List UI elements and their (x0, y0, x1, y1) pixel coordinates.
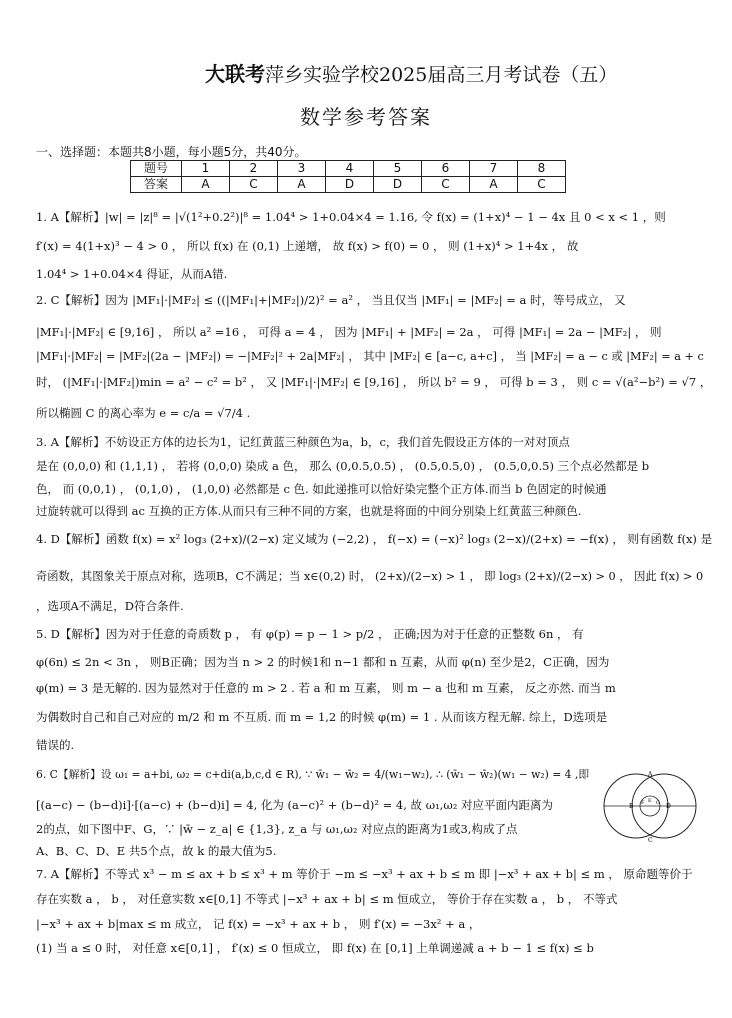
title-text: 萍乡实验学校2025届高三月考试卷（五） (265, 64, 618, 86)
table-header-cell: 题号 (131, 161, 182, 177)
table-cell: 8 (518, 161, 566, 177)
solution-line: (1) 当 a ≤ 0 时， 对任意 x∈[0,1] ， f′(x) ≤ 0 恒成立， 即 f(x) 在 [0,1] 上单调递减 a + b − 1 ≤ f(x) ≤ b (36, 941, 594, 955)
title-brand: 大联考 (205, 62, 265, 86)
table-cell: A (182, 177, 230, 193)
solution-line: ，选项A不满足，D符合条件. (36, 599, 184, 613)
table-cell: D (374, 177, 422, 193)
solution-line: 1. A【解析】|w| = |z|⁸ = |√(1²+0.2²)|⁸ = 1.04⁴ > 1+0.04×4 = 1.16, 令 f(x) = (1+x)⁴ − 1 − 4x 且 0 < x < 1 ，则 (36, 210, 666, 224)
table-cell: C (422, 177, 470, 193)
fig-label: F (641, 800, 645, 806)
solution-line: 是在 (0,0,0) 和 (1,1,1) ， 若将 (0,0,0) 染成 a 色， 那么 (0,0.5,0.5) ， (0.5,0.5,0) ， (0.5,0,0.5) 三个点必然都是 b (36, 459, 650, 473)
solution-line: f′(x) = 4(1+x)³ − 4 > 0 ， 所以 f(x) 在 (0,1) 上递增， 故 f(x) > f(0) = 0 ， 则 (1+x)⁴ > 1+4x ， 故 (36, 239, 579, 253)
solution-line: [(a−c) − (b−d)i]·[(a−c) + (b−d)i] = 4, 化为 (a−c)² + (b−d)² = 4, 故 ω₁,ω₂ 对应平面内距离为 (36, 798, 553, 812)
solution-line: |MF₁|·|MF₂| = |MF₂|(2a − |MF₂|) = −|MF₂|² + 2a|MF₂| ， 其中 |MF₂| ∈ [a−c, a+c] ， 当 |MF₂| = a − c 或 |MF₂| = a + c (36, 350, 704, 363)
fig-label: B (629, 803, 634, 810)
solution-line: 2. C【解析】因为 |MF₁|·|MF₂| ≤ ((|MF₁|+|MF₂|)/2)² = a² ， 当且仅当 |MF₁| = |MF₂| = a 时，等号成立， 又 (36, 293, 626, 307)
solution-line: |MF₁|·|MF₂| ∈ [9,16] ， 所以 a² =16 ， 可得 a = 4 ， 因为 |MF₁| + |MF₂| = 2a ， 可得 |MF₁| = 2a − |MF₂| ， 则 (36, 325, 662, 339)
table-cell: A (470, 177, 518, 193)
solution-line: 色， 而 (0,0,1) ， (0,1,0) ， (1,0,0) 必然都是 c 色. 如此递推可以恰好染完整个正方体.而当 b 色固定的时候通 (36, 482, 607, 496)
table-cell: C (230, 177, 278, 193)
solution-line: φ(6n) ≤ 2n < 3n ， 则B正确；因为当 n > 2 的时候1和 n−1 都和 n 互素，从而 φ(n) 至少是2，C正确，因为 (36, 655, 610, 669)
table-cell: C (518, 177, 566, 193)
table-header-cell: 答案 (131, 177, 182, 193)
fig-label: D (666, 803, 671, 810)
table-cell: 4 (326, 161, 374, 177)
solution-line: 5. D【解析】因为对于任意的奇质数 p ， 有 φ(p) = p − 1 > p/2 ， 正确;因为对于任意的正整数 6n ， 有 (36, 627, 584, 641)
solution-line: A、B、C、D、E 共5个点，故 k 的最大值为5. (36, 844, 277, 858)
fig-label: G (656, 800, 660, 806)
page-subtitle: 数学参考答案 (300, 105, 432, 129)
solution-line: φ(m) = 3 是无解的. 因为显然对于任意的 m > 2 . 若 a 和 m 互素， 则 m − a 也和 m 互素， 反之亦然. 而当 m (36, 681, 616, 695)
solution-line: 1.04⁴ > 1+0.04×4 得证，从而A错. (36, 267, 228, 281)
two-circles-figure (600, 768, 700, 844)
solution-line: 为偶数时自己和自己对应的 m/2 和 m 不互质. 而 m = 1,2 的时候 φ(m) = 1 . 从而该方程无解. 综上，D选项是 (36, 710, 608, 724)
table-cell: 1 (182, 161, 230, 177)
table-cell: 6 (422, 161, 470, 177)
solution-line: 3. A【解析】不妨设正方体的边长为1，记红黄蓝三种颜色为a，b，c，我们首先假设正方体的一对对顶点 (36, 435, 570, 449)
solution-line: 6. C【解析】设 ω₁ = a+bi, ω₂ = c+di(a,b,c,d ∈ R), ∵ w̄₁ − w̄₂ = 4/(w₁−w₂), ∴ (w̄₁ − w̄₂)(w₁ − w₂) = 4 ,即 (36, 768, 590, 781)
table-cell: 2 (230, 161, 278, 177)
answer-table-row-answers (131, 177, 566, 193)
table-cell: 7 (470, 161, 518, 177)
solution-line: 时， (|MF₁|·|MF₂|)min = a² − c² = b² ， 又 |MF₁|·|MF₂| ∈ [9,16] ， 所以 b² = 9 ， 可得 b = 3 ， 则 c = √(a²−b²) = √7 ， (36, 375, 712, 389)
solution-line: |−x³ + ax + b|max ≤ m 成立， 记 f(x) = −x³ + ax + b ， 则 f′(x) = −3x² + a ， (36, 917, 481, 931)
solution-line: 错误的. (36, 738, 75, 752)
table-cell: D (326, 177, 374, 193)
table-cell: 5 (374, 161, 422, 177)
solution-line: 所以椭圆 C 的离心率为 e = c/a = √7/4 . (36, 406, 251, 420)
section-heading: 一、选择题：本题共8小题，每小题5分，共40分。 (36, 145, 307, 159)
solution-line: 奇函数，其图象关于原点对称，选项B，C不满足；当 x∈(0,2) 时， (2+x)/(2−x) > 1 ， 即 log₃ (2+x)/(2−x) > 0 ， 因此 f(x) > 0 (36, 570, 704, 583)
fig-label: C (648, 837, 653, 844)
answer-table (130, 160, 566, 193)
solution-line: 4. D【解析】函数 f(x) = x² log₃ (2+x)/(2−x) 定义域为 (−2,2) ， f(−x) = (−x)² log₃ (2−x)/(2+x) = −f(x) ， 则有函数 f(x) 是 (36, 532, 713, 546)
page-title (205, 58, 617, 87)
table-cell: A (278, 177, 326, 193)
fig-label: A (648, 771, 653, 778)
table-cell: 3 (278, 161, 326, 177)
solution-line: 7. A【解析】不等式 x³ − m ≤ ax + b ≤ x³ + m 等价于 −m ≤ −x³ + ax + b ≤ m 即 |−x³ + ax + b| ≤ m ， 原命题等价于 (36, 867, 693, 881)
solution-line: 过旋转就可以得到 ac 互换的正方体.从而只有三种不同的方案，也就是将面的中间分别染上红黄蓝三种颜色. (36, 504, 582, 518)
solution-line: 存在实数 a ， b ， 对任意实数 x∈[0,1] 不等式 |−x³ + ax + b| ≤ m 恒成立， 等价于存在实数 a ， b ， 不等式 (36, 892, 618, 906)
answer-table-row-numbers (131, 161, 566, 177)
solution-line: 2的点，如下图中F、G，∵ |w̄ − z_a| ∈ {1,3}, z_a 与 ω₁,ω₂ 对应点的距离为1或3,构成了点 (36, 822, 518, 836)
fig-label: E (648, 798, 652, 804)
